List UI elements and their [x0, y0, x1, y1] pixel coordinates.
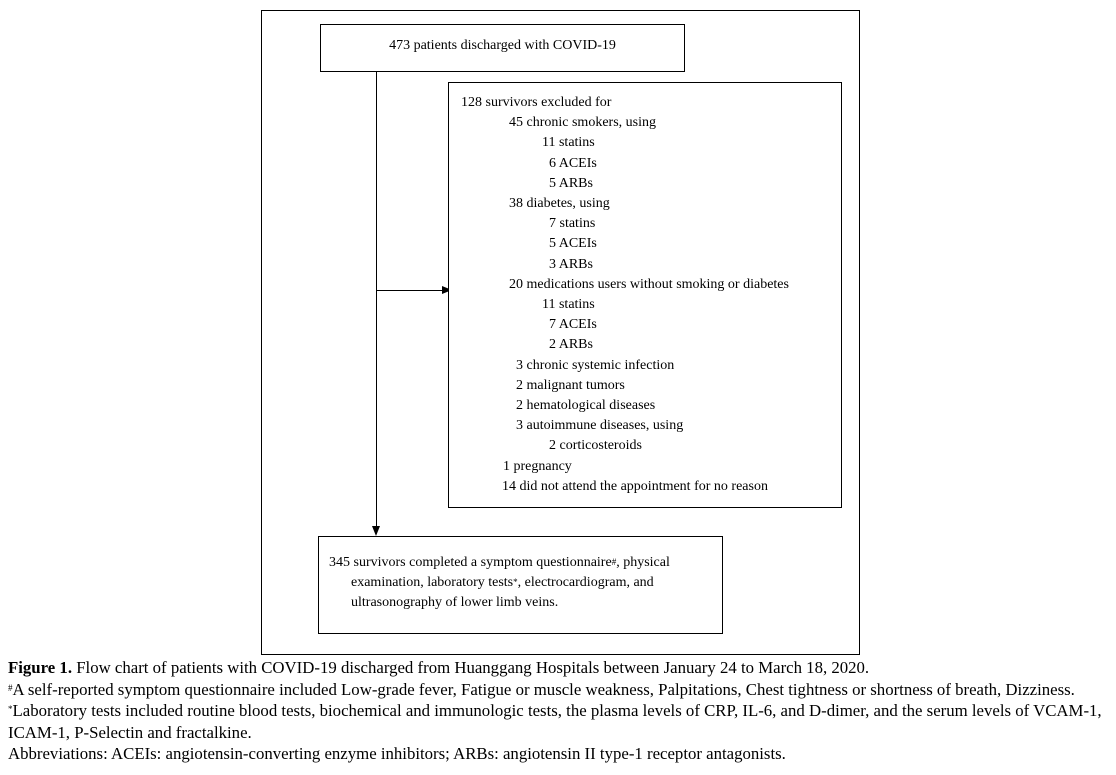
exclusion-line: 6 ACEIs	[549, 155, 597, 171]
exclusion-line: 2 ARBs	[549, 337, 593, 353]
figure-label: Figure 1.	[8, 658, 73, 677]
completed-line-1	[329, 553, 714, 573]
excluded-survivors-box	[448, 82, 842, 508]
caption-abbreviations: Abbreviations: ACEIs: angiotensin-converting enzyme inhibitors; ARBs: angiotensin II type-1 receptor antagonists.	[8, 744, 786, 763]
completed-line-3: ultrasonography of lower limb veins.	[351, 595, 559, 611]
enrolled-patients-box	[320, 24, 685, 72]
exclusion-branch-line	[376, 290, 442, 291]
figure-title-text: Flow chart of patients with COVID-19 discharged from Huanggang Hospitals between January 24 to March 18, 2020.	[72, 658, 870, 677]
figure-caption	[8, 657, 1112, 765]
exclusion-line: 14 did not attend the appointment for no reason	[502, 478, 768, 494]
completed-survivors-box	[318, 536, 723, 634]
exclusion-line: 3 ARBs	[549, 256, 593, 272]
caption-title	[8, 657, 1112, 679]
exclusion-line: 5 ACEIs	[549, 236, 597, 252]
exclusion-line: 5 ARBs	[549, 175, 593, 191]
exclusion-line: 7 statins	[549, 216, 596, 232]
completed-text-2b: , electrocardiogram, and	[517, 575, 654, 591]
exclusion-line: 3 chronic systemic infection	[516, 357, 675, 373]
completed-text-1a: 345 survivors completed a symptom questionnaire	[329, 555, 612, 570]
footnote-mark-hash: #	[8, 682, 13, 693]
exclusion-line: 7 ACEIs	[549, 317, 597, 333]
exclusion-line: 45 chronic smokers, using	[509, 115, 656, 131]
questionnaire-footnote-mark: #	[611, 557, 617, 567]
completed-line-2	[329, 573, 714, 593]
exclusion-line: 2 hematological diseases	[516, 398, 656, 414]
lab-tests-footnote-mark: *	[513, 577, 518, 588]
exclusion-line: 38 diabetes, using	[509, 196, 610, 212]
caption-footnotes	[8, 679, 1112, 744]
exclusion-line: 128 survivors excluded for	[461, 95, 612, 110]
exclusion-line: 1 pregnancy	[503, 458, 572, 474]
exclusion-line: 3 autoimmune diseases, using	[516, 418, 684, 434]
exclusion-line: 11 statins	[542, 297, 595, 313]
exclusion-line: 2 malignant tumors	[516, 377, 625, 393]
exclusion-line: 11 statins	[542, 135, 595, 151]
footnote-questionnaire: A self-reported symptom questionnaire included Low-grade fever, Fatigue or muscle weakness, Palpitations, Chest tightness or shortness of breath, Dizziness.	[12, 679, 1075, 699]
footnote-mark-star: *	[8, 704, 13, 714]
completed-text-2a: examination, laboratory tests	[351, 575, 514, 591]
exclusion-line: 20 medications users without smoking or diabetes	[509, 276, 789, 292]
enrolled-patients-text: 473 patients discharged with COVID-19	[389, 38, 616, 53]
exclusion-line: 2 corticosteroids	[549, 438, 642, 454]
completed-text-1b: , physical	[616, 555, 670, 570]
main-flow-line	[376, 72, 377, 528]
footnote-lab-tests: Laboratory tests included routine blood tests, biochemical and immunologic tests, the plasma levels of CRP, IL-6, and D-dimer, and the serum levels of VCAM-1, ICAM-1, P-Selectin and fractalkine.	[8, 701, 1102, 742]
final-arrowhead	[372, 526, 380, 536]
